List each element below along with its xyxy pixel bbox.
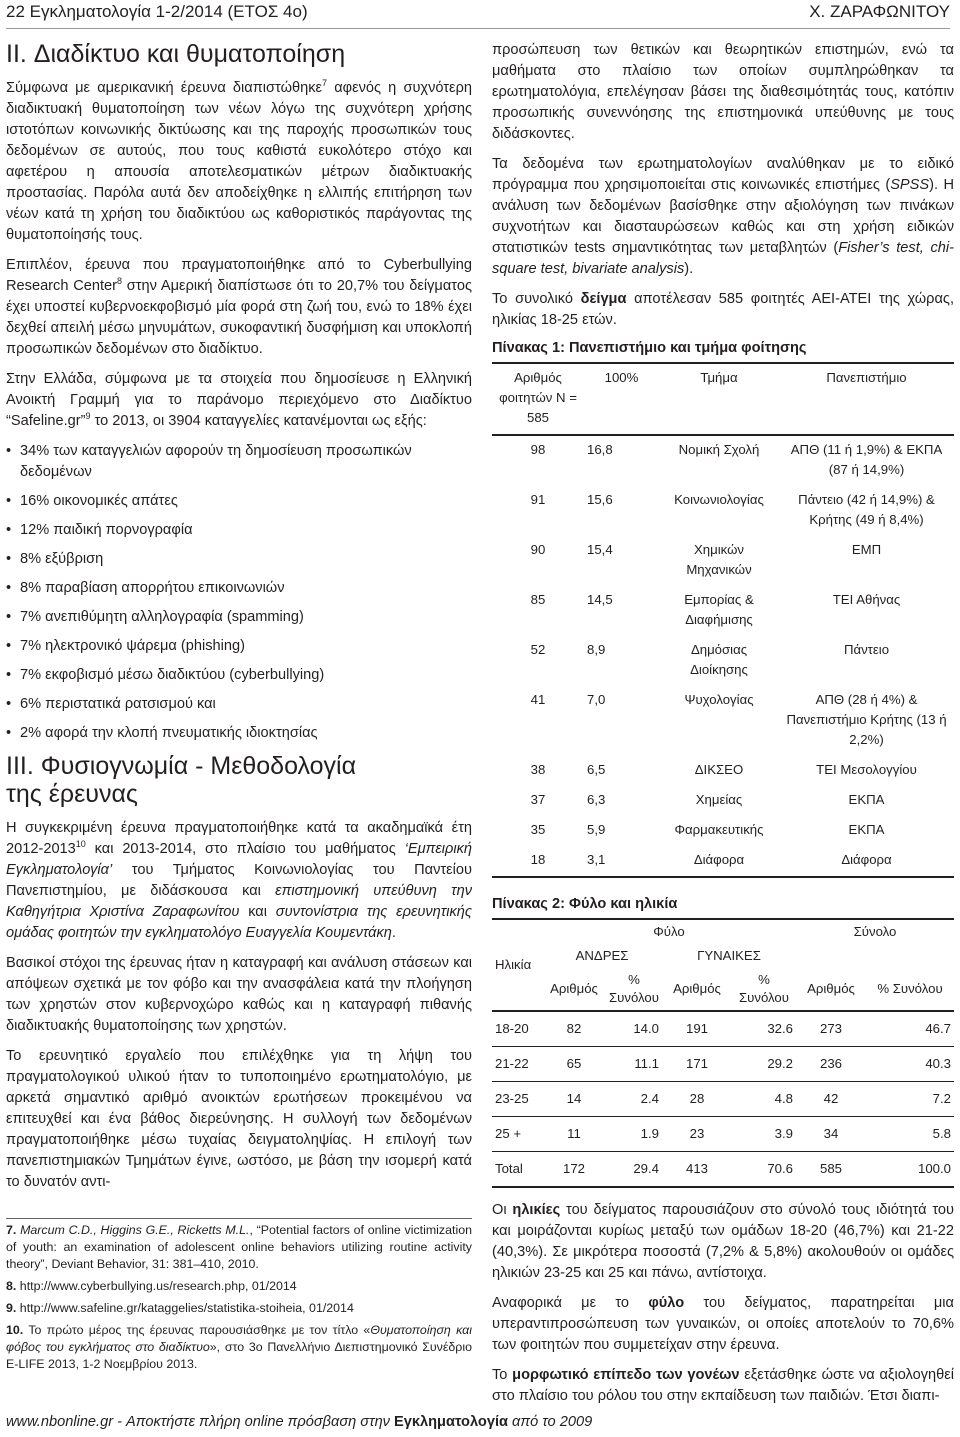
table-cell: 21-22 bbox=[495, 1056, 529, 1071]
table-header: Τμήμα bbox=[659, 363, 779, 435]
table-cell: 23-25 bbox=[495, 1091, 529, 1106]
table-header: 100% bbox=[584, 363, 659, 435]
table-cell: 28 bbox=[689, 1091, 705, 1106]
table-cell: 90 bbox=[530, 542, 546, 557]
table-cell: 37 bbox=[530, 792, 546, 807]
table-header-number: Αριθμός bbox=[550, 981, 598, 996]
list-item: • 16% οικονομικές απάτες bbox=[6, 491, 472, 512]
footer-link[interactable]: www.nbonline.gr - Αποκτήστε πλήρη online πρόσβαση στην bbox=[6, 1414, 395, 1430]
table-row bbox=[492, 1047, 954, 1082]
table-header: Αριθμός φοιτητών Ν = 585 bbox=[492, 363, 584, 435]
right-column bbox=[492, 40, 954, 1416]
footnote-ref[interactable]: 8 bbox=[117, 276, 123, 287]
table-cell: 4.8 bbox=[774, 1091, 793, 1106]
table-cell: 5.8 bbox=[932, 1126, 951, 1141]
table-header-women: ΓΥΝΑΙΚΕΣ bbox=[697, 948, 761, 963]
list-item: • 7% ανεπιθύμητη αλληλογραφία (spamming) bbox=[6, 607, 472, 628]
table-header-percent: % Συνόλου bbox=[609, 972, 659, 1005]
table-row bbox=[492, 756, 954, 786]
table-header-men: ΑΝΔΡΕΣ bbox=[575, 948, 629, 963]
table-cell: 40.3 bbox=[925, 1056, 951, 1071]
table-cell: ΑΠΘ (28 ή 4%) & Πανεπιστήμιο Κρήτης (13 ή 2,2%) bbox=[786, 692, 947, 747]
link[interactable]: http://www.cyberbullying.us/research.php, 01/2014 bbox=[19, 1279, 297, 1293]
table-cell: 52 bbox=[530, 642, 546, 657]
table-header-row bbox=[492, 919, 954, 944]
table-row bbox=[492, 816, 954, 846]
table-cell: Total bbox=[495, 1161, 523, 1176]
paragraph: Σύμφωνα με αμερικανική έρευνα διαπιστώθηκε$^7$ αφενός η συχνότερη διαδικτυακή θυματοποίηση των νέων λόγω της συχνότερη χρήσης ιστοτόπων κοινωνικής δικτύωσης και της παροχής προσωπικών τους δεδομένων σε αυτούς, που τους καθιστά ευκολότερο στόχο και αφετέρου η απουσία αποτελεσματικών μέτρων διαδικτυακής προστασίας. Παρόλα αυτά δεν αποδείχθηκε η ελλιπής επιτήρηση των νέων κατά τη χρήση του διαδικτύου ως καθοριστικός παράγοντας της θυματοποίησής τους. bbox=[6, 78, 472, 243]
table-cell: 8,9 bbox=[587, 642, 606, 657]
paragraph: Βασικοί στόχοι της έρευνας ήταν η καταγραφή και ανάλυση στάσεων και απόψεων σχετικά με τον φόβο και την ανασφάλεια κατά την πλοήγηση των χρηστών στον κυβερνοχώρο καθώς και η καταγραφή πιθανής διαδικτυακής θυματοποίησης των χρηστών. bbox=[6, 955, 472, 1034]
table-cell: Εμπορίας & Διαφήμισης bbox=[684, 592, 754, 627]
author-name: Χ. ΖΑΡΑΦΩΝΙΤΟΥ bbox=[809, 2, 950, 21]
footnote-ref[interactable]: 9 bbox=[85, 411, 91, 422]
table-cell: ΑΠΘ (11 ή 1,9%) & ΕΚΠΑ (87 ή 14,9%) bbox=[790, 442, 943, 477]
table-cell: 7,0 bbox=[587, 692, 606, 707]
table-cell: 6,3 bbox=[587, 792, 606, 807]
table-cell: 236 bbox=[819, 1056, 842, 1071]
table-cell: 7.2 bbox=[932, 1091, 951, 1106]
table-cell: 3.9 bbox=[774, 1126, 793, 1141]
complaints-list bbox=[6, 441, 472, 744]
table-cell: 29.4 bbox=[633, 1161, 659, 1176]
table-header-age: Ηλικία bbox=[495, 957, 532, 972]
list-item: • 8% παραβίαση απορρήτου επικοινωνιών bbox=[6, 578, 472, 599]
list-item: • 7% ηλεκτρονικό ψάρεμα (phishing) bbox=[6, 636, 472, 657]
table-sex-age bbox=[492, 918, 954, 1188]
section-heading-2: II. Διαδίκτυο και θυματοποίηση bbox=[6, 40, 346, 68]
table-row bbox=[492, 435, 954, 486]
table-cell: Νομική Σχολή bbox=[678, 442, 760, 457]
table-cell: 34 bbox=[823, 1126, 839, 1141]
section-heading-3: III. Φυσιογνωμία - Μεθοδολογία της έρευνας bbox=[6, 752, 357, 808]
table-cell: ΤΕΙ Μεσολογγίου bbox=[816, 762, 917, 777]
link[interactable]: http://www.safeline.gr/kataggelies/statistika-stoiheia, 01/2014 bbox=[19, 1301, 354, 1315]
left-column bbox=[6, 40, 472, 1202]
table-cell: 14 bbox=[566, 1091, 582, 1106]
table-cell: 70.6 bbox=[767, 1161, 793, 1176]
table-cell: ΕΚΠΑ bbox=[848, 792, 885, 807]
table-cell: Φαρμακευτικής bbox=[674, 822, 764, 837]
table-cell: 15,4 bbox=[587, 542, 613, 557]
table-cell: 100.0 bbox=[917, 1161, 951, 1176]
list-item: • 34% των καταγγελιών αφορούν τη δημοσίευση προσωπικών δεδομένων bbox=[6, 441, 472, 483]
table-cell: 98 bbox=[530, 442, 546, 457]
table-row bbox=[492, 1117, 954, 1152]
list-item: • 6% περιστατικά ρατσισμού και bbox=[6, 694, 472, 715]
table-cell: ΕΚΠΑ bbox=[848, 822, 885, 837]
table-university-department bbox=[492, 362, 954, 878]
table-row bbox=[492, 486, 954, 536]
table-cell: 35 bbox=[530, 822, 546, 837]
table-row bbox=[492, 846, 954, 877]
table-cell: 18 bbox=[492, 846, 584, 877]
table-header-sex: Φύλο bbox=[653, 924, 685, 939]
table-cell: 5,9 bbox=[587, 822, 606, 837]
footnotes bbox=[6, 1218, 472, 1378]
table-cell: ΔΙΚΣΕΟ bbox=[694, 762, 744, 777]
table-header-blank bbox=[796, 944, 954, 968]
paragraph: Αναφορικά με το φύλο του δείγματος, παρατηρείται μια υπεραντιπροσώπευση των γυναικών, οι οποίες αποτελούν το 70,6% των φοιτητών που συμμετείχαν στην έρευνα. bbox=[492, 1295, 954, 1353]
table-header-total: Σύνολο bbox=[853, 924, 897, 939]
table-row bbox=[492, 1152, 954, 1188]
table-cell: 82 bbox=[566, 1021, 582, 1036]
table-cell: 2.4 bbox=[640, 1091, 659, 1106]
table-row bbox=[492, 786, 954, 816]
running-head: 22 Εγκληματολογία 1-2/2014 (ΕΤΟΣ 4ο) bbox=[6, 2, 308, 21]
table-cell: 23 bbox=[689, 1126, 705, 1141]
table-cell: 191 bbox=[685, 1021, 708, 1036]
table-row bbox=[492, 636, 954, 686]
table-cell: 65 bbox=[566, 1056, 582, 1071]
table-header-number: Αριθμός bbox=[673, 981, 721, 996]
table-header-percent: % Συνόλου bbox=[877, 981, 943, 996]
footnote-9: 9. http://www.safeline.gr/kataggelies/statistika-stoiheia, 01/2014 bbox=[6, 1301, 354, 1315]
paragraph: Η συγκεκριμένη έρευνα πραγματοποιήθηκε κατά τα ακαδημαϊκά έτη 2012-2013$^{10}$ και 2013-2014, στο πλαίσιο του μαθήματος ‘Εμπειρική Εγκληματολογία’ του Τμήματος Κοινωνιολογίας του Παντείου Πανεπιστημίου, με διδάσκουσα και επιστημονική υπεύθυνη την Καθηγήτρια Χριστίνα Ζαραφωνίτου και συντονίστρια της ερευνητικής ομάδας φοιτητών την εγκληματολόγο Ευαγγελία Κουμεντάκη. bbox=[6, 820, 472, 941]
table-cell: 3,1 bbox=[584, 846, 659, 877]
table-body bbox=[492, 435, 954, 877]
footnote-10: 10. Το πρώτο μέρος της έρευνας παρουσιάσθηκε με τον τίτλο «Θυματοποίηση και φόβος του εγκλήματος στο διαδίκτυο», στο 3ο Πανελλήνιο Διεπιστημονικό Συνέδριο E-LIFE 2013, 1-2 Νοεμβρίου 2013. bbox=[6, 1323, 472, 1371]
table-cell: 1.9 bbox=[640, 1126, 659, 1141]
paragraph: προσώπευση των θετικών και θεωρητικών επιστημών, ενώ τα μαθήματα στο πλαίσιο των οποίων συμπληρώθηκαν τα ερωτηματολόγια, επελέγησαν βάσει της διαθεσιμότητάς τους, κατόπιν προσωπικής συνεννόησης της επιστημονικά υπεύθυνης με τους διδάσκοντες. bbox=[492, 42, 954, 142]
table-cell: 14.0 bbox=[633, 1021, 659, 1036]
table-cell: 41 bbox=[530, 692, 546, 707]
paragraph: Στην Ελλάδα, σύμφωνα με τα στοιχεία που δημοσίευσε η Ελληνική Ανοικτή Γραμμή για το παράνομο περιεχόμενο στο Διαδίκτυο “Safeline.gr”$^9$ το 2013, οι 3904 καταγγελίες κατανέμονται ως εξής: bbox=[6, 371, 472, 429]
table-cell: 29.2 bbox=[767, 1056, 793, 1071]
list-item: • 12% παιδική πορνογραφία bbox=[6, 520, 472, 541]
paragraph: Το μορφωτικό επίπεδο των γονέων εξετάσθηκε ώστε να αξιολογηθεί στο πλαίσιο του ρόλου του στην εκπαίδευση των παιδιών. Έτσι διαπι- bbox=[492, 1367, 954, 1404]
table-header-row bbox=[492, 363, 954, 435]
table-cell: 171 bbox=[685, 1056, 708, 1071]
table-cell: ΤΕΙ Αθήνας bbox=[832, 592, 901, 607]
table-row bbox=[492, 1011, 954, 1047]
table-row bbox=[492, 536, 954, 586]
list-item: • 8% εξύβριση bbox=[6, 549, 472, 570]
table-cell: 15,6 bbox=[587, 492, 613, 507]
table-header-row bbox=[492, 968, 954, 1011]
table-cell: Δημόσιας Διοίκησης bbox=[690, 642, 748, 677]
table-body bbox=[492, 1011, 954, 1187]
table-row bbox=[492, 586, 954, 636]
table-cell: 585 bbox=[819, 1161, 842, 1176]
table-row bbox=[492, 1082, 954, 1117]
footnote-8: 8. http://www.cyberbullying.us/research.php, 01/2014 bbox=[6, 1279, 297, 1293]
table-cell: ΕΜΠ bbox=[851, 542, 882, 557]
table-cell: 14,5 bbox=[587, 592, 613, 607]
table-cell: 46.7 bbox=[925, 1021, 951, 1036]
table-cell: Πάντειο bbox=[843, 642, 890, 657]
page-footer: www.nbonline.gr - Αποκτήστε πλήρη online πρόσβαση στην Εγκληματολογία από το 2009 bbox=[6, 1414, 593, 1430]
table-header-number: Αριθμός bbox=[807, 981, 855, 996]
table-cell: 6,5 bbox=[587, 762, 606, 777]
table-cell: 273 bbox=[819, 1021, 842, 1036]
table-cell: Χημείας bbox=[695, 792, 743, 807]
paragraph: Το ερευνητικό εργαλείο που επιλέχθηκε για τη λήψη του πραγματολογικού υλικού ήταν το τυποποιημένο ερωτηματολόγιο, με αρκετά σημαντικό αριθμό ανοικτών ερωτήσεων προκειμένου να επιτευχθεί και ένα βάθος διερεύνησης. Η συλλογή των δεδομένων πραγματοποιήθηκε μέσω τυχαίας δειγματοληψίας. Η επιλογή των πανεπιστημιακών Τμημάτων έγινε, ωστόσο, με βάση την ισομερή κατά το δυνατόν αντι- bbox=[6, 1048, 472, 1190]
table1-caption: Πίνακας 1: Πανεπιστήμιο και τμήμα φοίτησης bbox=[492, 340, 807, 356]
table-cell: 16,8 bbox=[587, 442, 613, 457]
list-item: • 7% εκφοβισμό μέσω διαδικτύου (cyberbullying) bbox=[6, 665, 472, 686]
table-row bbox=[492, 686, 954, 756]
table-header-percent: % Συνόλου bbox=[739, 972, 789, 1005]
table-cell: 85 bbox=[530, 592, 546, 607]
table-cell: 91 bbox=[530, 492, 546, 507]
paragraph: Οι ηλικίες του δείγματος παρουσιάζουν στο σύνολό τους ιδιότητά του και μοιράζονται κυρίως μεταξύ των ομάδων 18-20 (46,7%) και 21-22 (40,3%). Σε μικρότερα ποσοστά (7,2% & 5,8%) ακολουθούν οι ομάδες ηλικιών 23-25 και 25 και πάνω, αντίστοιχα. bbox=[492, 1202, 954, 1281]
paragraph: Το συνολικό δείγμα αποτέλεσαν 585 φοιτητές ΑΕΙ-ΑΤΕΙ της χώρας, ηλικίας 18-25 ετών. bbox=[492, 291, 955, 328]
table-cell: 18-20 bbox=[495, 1021, 529, 1036]
footnote-ref[interactable]: 10 bbox=[75, 839, 86, 850]
table-cell: Πάντειο (42 ή 14,9%) & Κρήτης (49 ή 8,4%) bbox=[798, 492, 935, 527]
table-cell: Χημικών Μηχανικών bbox=[686, 542, 752, 577]
table-header-row bbox=[492, 944, 954, 968]
table-cell: 32.6 bbox=[767, 1021, 793, 1036]
list-item: • 2% αφορά την κλοπή πνευματικής ιδιοκτησίας bbox=[6, 723, 472, 744]
paragraph: Επιπλέον, έρευνα που πραγματοποιήθηκε από το Cyberbullying Research Center$^8$ στην Αμερική διαπίστωσε ότι το 20,7% του δείγματος έχει υποστεί κυβερνοεκφοβισμό μία φορά στη ζωή του, ενώ το 18% έχει δεχθεί απειλή μέσω μηνυμάτων, συκοφαντική δυσφήμιση και υποκλοπή προσωπικών δεδομένων στο διαδίκτυο. bbox=[6, 257, 472, 357]
paragraph: Τα δεδομένα των ερωτηματολογίων αναλύθηκαν με το ειδικό πρόγραμμα που χρησιμοποιείται στις κοινωνικές επιστήμες (SPSS). Η ανάλυση των δεδομένων βασίσθηκε στην αξιολόγηση των πινάκων συχνοτήτων και διασταυρώσεων καθώς και στη χρήση ειδικών στατιστικών tests σημαντικότητας των μεταβλητών (Fisher’s test, chi-square test, bivariate analysis). bbox=[492, 156, 954, 277]
table2-caption: Πίνακας 2: Φύλο και ηλικία bbox=[492, 896, 678, 912]
table-cell: 11.1 bbox=[634, 1056, 659, 1071]
table-cell: 25 + bbox=[495, 1126, 522, 1141]
footnote-7: 7. Marcum C.D., Higgins G.E., Ricketts M.L., “Potential factors of online victimization of youth: an examination of adolescent online behaviors utilizing routine activity theory”, Deviant Behavior, 31: 381–410, 2010. bbox=[6, 1223, 472, 1271]
table-cell: 38 bbox=[530, 762, 546, 777]
table-cell: 42 bbox=[823, 1091, 839, 1106]
table-header: Πανεπιστήμιο bbox=[779, 363, 954, 435]
table-cell: 172 bbox=[562, 1161, 585, 1176]
table-cell: Διάφορα bbox=[779, 846, 954, 877]
table-cell: 11 bbox=[567, 1126, 581, 1141]
footnote-ref[interactable]: 7 bbox=[322, 78, 328, 89]
table-cell: Κοινωνιολογίας bbox=[674, 492, 764, 507]
page-header bbox=[6, 0, 950, 29]
table-cell: Ψυχολογίας bbox=[684, 692, 754, 707]
table-cell: 413 bbox=[685, 1161, 708, 1176]
table-cell: Διάφορα bbox=[659, 846, 779, 877]
